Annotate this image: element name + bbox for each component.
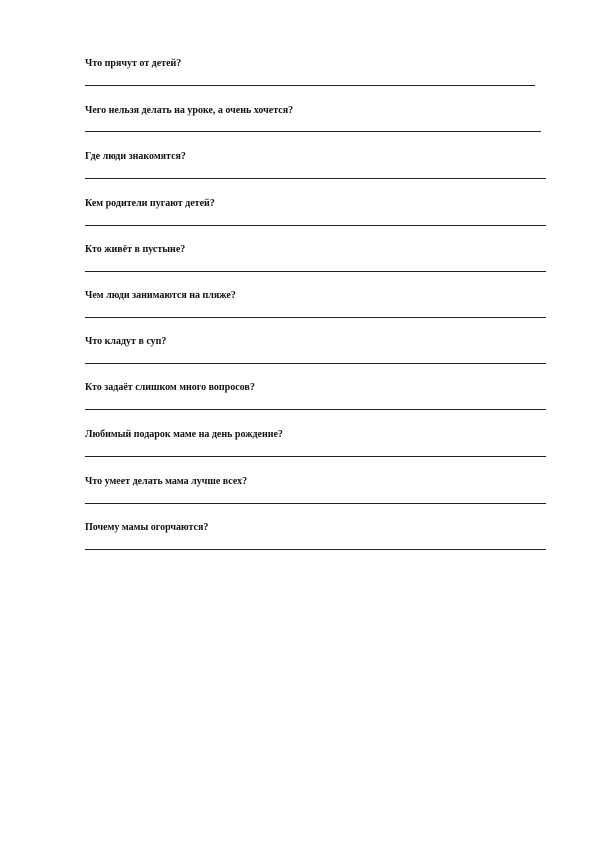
- question-6: Чем люди занимаются на пляже?: [85, 290, 236, 301]
- question-2: Чего нельзя делать на уроке, а очень хочется?: [85, 105, 294, 116]
- answer-line-8: [85, 409, 546, 410]
- answer-line-4: [85, 225, 546, 226]
- question-5: Кто живёт в пустыне?: [85, 244, 186, 255]
- answer-line-1: [85, 85, 535, 86]
- answer-line-9: [85, 456, 546, 457]
- question-7: Что кладут в суп?: [85, 336, 167, 347]
- answer-line-7: [85, 363, 546, 364]
- question-9: Любимый подарок маме на день рождение?: [85, 429, 283, 440]
- question-8: Кто задаёт слишком много вопросов?: [85, 382, 255, 393]
- answer-line-3: [85, 178, 546, 179]
- question-10: Что умеет делать мама лучше всех?: [85, 476, 248, 487]
- question-11: Почему мамы огорчаются?: [85, 522, 209, 533]
- question-4: Кем родители пугают детей?: [85, 198, 215, 209]
- answer-line-2: [85, 131, 541, 132]
- answer-line-10: [85, 503, 546, 504]
- answer-line-11: [85, 549, 546, 550]
- answer-line-5: [85, 271, 546, 272]
- question-3: Где люди знакомятся?: [85, 151, 186, 162]
- answer-line-6: [85, 317, 546, 318]
- question-1: Что прячут от детей?: [85, 58, 182, 69]
